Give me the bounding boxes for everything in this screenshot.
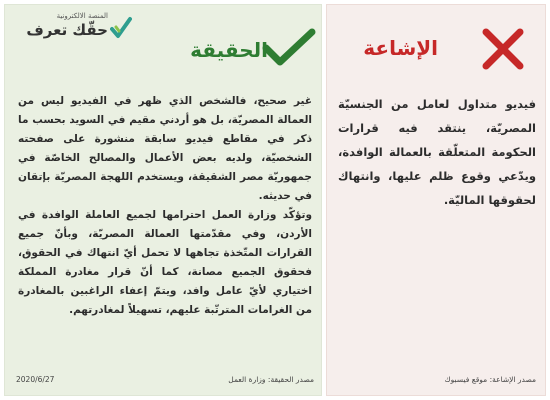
rumor-body: فيديو متداول لعامل من الجنسيّة المصريّة، ينتقد فيه قرارات الحكومة المتعلّقة بالعمالة الوافدة، ويدّعي وقوع ظلم عليها، وانتهاك لحقوقها الماليّة. xyxy=(338,97,536,207)
truth-body xyxy=(18,92,312,320)
logo-subtitle: المنصة الالكترونية xyxy=(56,12,108,20)
rumor-title: الإشاعة xyxy=(363,36,438,60)
check-mark-icon xyxy=(262,28,316,68)
truth-paragraph-1: غير صحيح، فالشخص الذي ظهر في الفيديو ليس من العمالة المصريّة، بل هو أردني مقيم في السويد بحسب ما ذكر في مقاطع فيديو سابقة منشورة على صفحته الشخصيّة، ولديه بعض الأعمال والمصالح الخاصّة في جمهوريّة مصر الشقيقة، ويستخدم اللهجة المصريّة بإتقان في حديثه. xyxy=(18,95,312,202)
platform-logo xyxy=(14,10,132,44)
truth-source: مصدر الحقيقة: وزارة العمل xyxy=(228,375,314,384)
logo-name: حقّك تعرف xyxy=(26,21,108,39)
truth-title: الحقيقة xyxy=(190,38,268,62)
publish-date: 2020/6/27 xyxy=(16,375,55,384)
truth-paragraph-2: وتؤكّد وزارة العمل احترامها لجميع العاملة الوافدة في الأردن، وفي مقدّمتها العمالة المصريّة، وبأنّ جميع القرارات المتّخذة تجاهها لا تحمل أيّ انتهاك في الحقوق، فحقوق الجميع مصانة، كما أنّ قرار مغادرة المملكة اختياري لأيّ عامل وافد، ويتمّ إعفاء الراغبين بالمغادرة من الغرامات المترتّبة عليهم، تسهيلاً لمغادرتهم. xyxy=(18,209,312,316)
logo-check-icon xyxy=(110,16,132,40)
x-mark-icon xyxy=(480,26,526,72)
rumor-source: مصدر الإشاعة: موقع فيسبوك xyxy=(444,375,536,384)
